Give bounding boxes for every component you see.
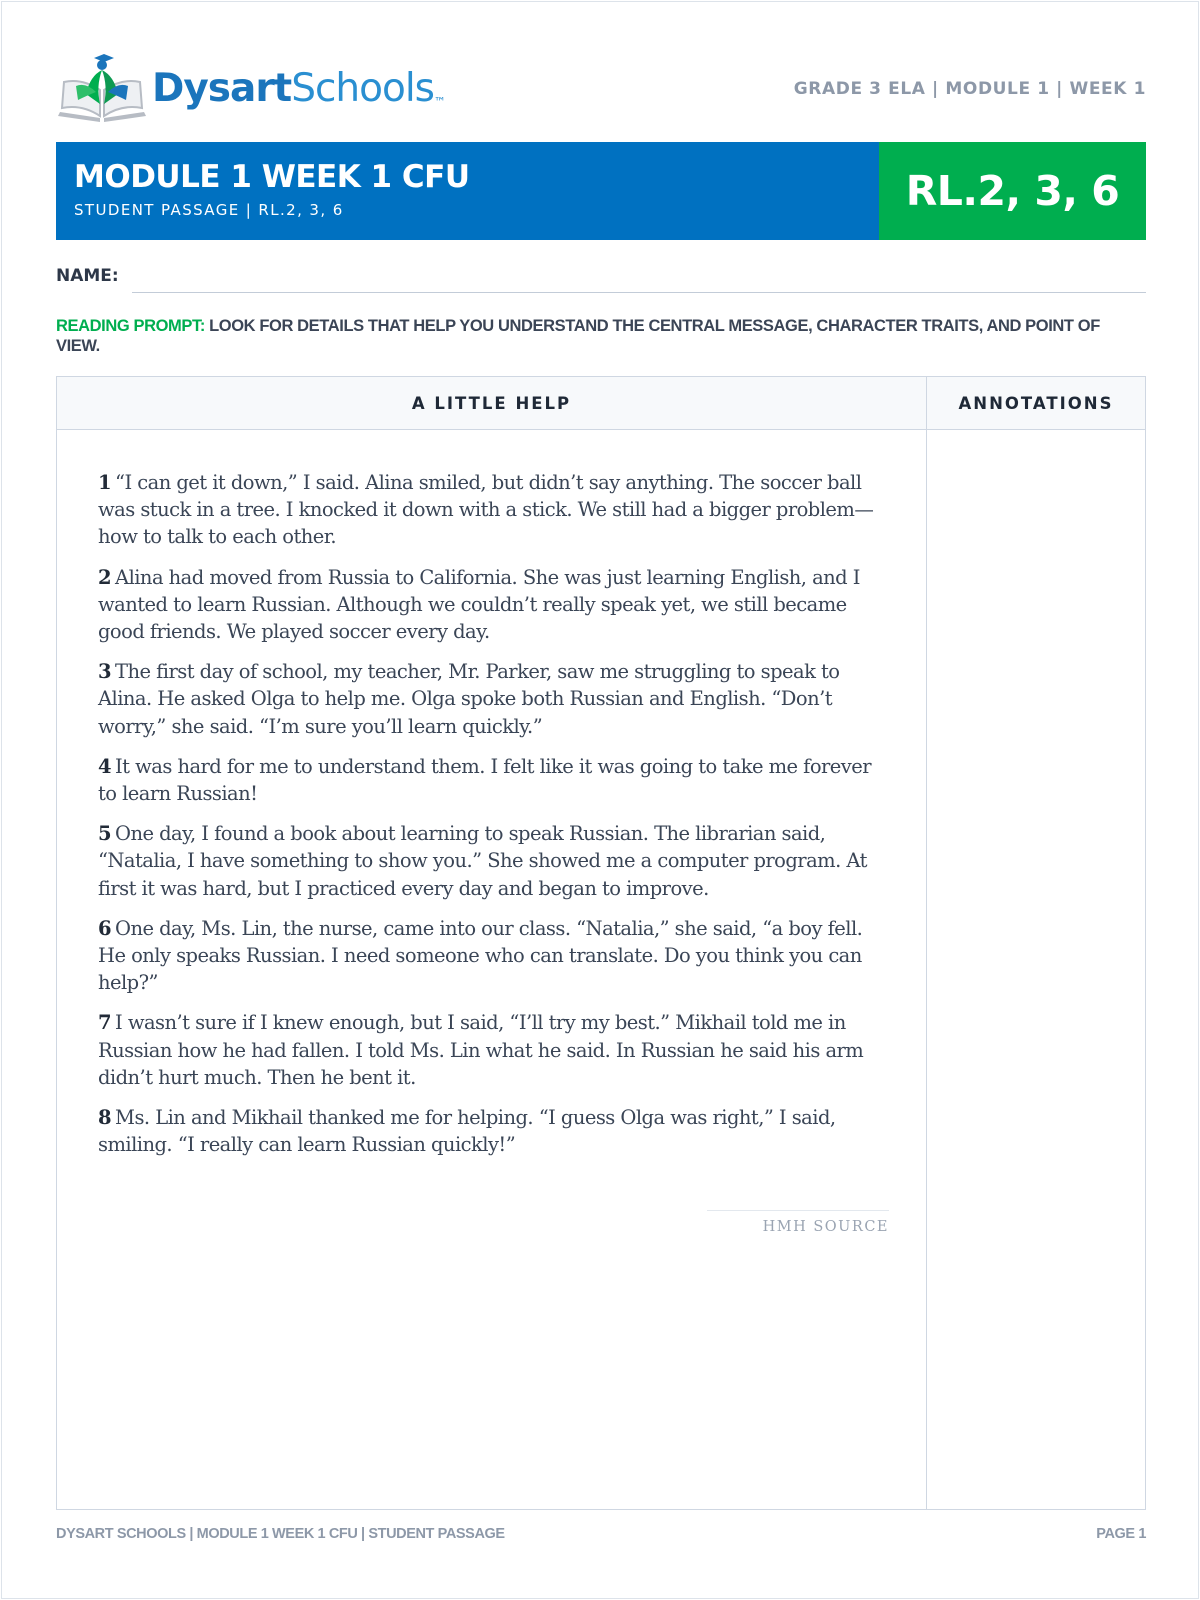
paragraph-number: 8: [98, 1106, 112, 1130]
paragraph: [98, 658, 888, 740]
paragraph-text: One day, Ms. Lin, the nurse, came into our class. “Natalia,” she said, “a boy fell. He only speaks Russian. I need someone who can translate. Do you think you can help?”: [98, 916, 863, 995]
annotations-header: ANNOTATIONS: [958, 394, 1114, 413]
passage-title-header: A LITTLE HELP: [411, 394, 572, 413]
passage-text: [98, 469, 888, 1171]
name-label: NAME:: [56, 266, 119, 286]
paragraph-text: Alina had moved from Russia to California. She was just learning English, and I wanted to learn Russian. Although we couldn’t really speak yet, we still became good friends. We played soccer every day.: [98, 565, 860, 644]
page-number: PAGE 1: [1096, 1526, 1146, 1542]
paragraph-text: One day, I found a book about learning to speak Russian. The librarian said, “Natalia, I have something to show you.” She showed me a computer program. At first it was hard, but I practiced every day and began to improve.: [98, 822, 867, 900]
paragraph-number: 3: [98, 660, 112, 684]
source-credit: HMH SOURCE: [707, 1210, 889, 1235]
paragraph: [98, 753, 888, 807]
standards-block: [879, 142, 1146, 240]
footer-label: DYSART SCHOOLS | MODULE 1 WEEK 1 CFU | STUDENT PASSAGE: [56, 1526, 505, 1542]
name-field[interactable]: [56, 264, 1146, 294]
paragraph: [98, 1009, 888, 1091]
page-header: [56, 52, 1146, 124]
paragraph-number: 6: [98, 916, 112, 940]
paragraph: [98, 1104, 888, 1158]
paragraph-number: 4: [98, 754, 112, 778]
paragraph: [98, 820, 888, 902]
page-title: MODULE 1 WEEK 1 CFU: [74, 159, 470, 195]
paragraph: [98, 469, 888, 551]
paragraph-number: 5: [98, 822, 112, 846]
reading-prompt-label: READING PROMPT:: [56, 317, 205, 335]
standards-label: RL.2, 3, 6: [905, 167, 1120, 215]
paragraph-text: Ms. Lin and Mikhail thanked me for helping. “I guess Olga was right,” I said, smiling. “I really can learn Russian quickly!”: [98, 1106, 836, 1157]
paragraph-text: “I can get it down,” I said. Alina smiled, but didn’t say anything. The soccer ball was stuck in a tree. I knocked it down with a stick. We still had a bigger problem—how to talk to each other.: [98, 471, 874, 549]
paragraph: [98, 915, 888, 997]
paragraph-number: 2: [98, 565, 112, 589]
paragraph: [98, 564, 888, 646]
reading-prompt: [56, 316, 1146, 356]
course-label: GRADE 3 ELA | MODULE 1 | WEEK 1: [793, 79, 1146, 99]
paragraph-text: It was hard for me to understand them. I felt like it was going to take me forever to learn Russian!: [98, 754, 872, 806]
paragraph-number: 7: [98, 1011, 112, 1035]
title-banner: [56, 142, 1146, 240]
dysart-schools-logo: [56, 52, 445, 124]
reading-prompt-text: LOOK FOR DETAILS THAT HELP YOU UNDERSTAND THE CENTRAL MESSAGE, CHARACTER TRAITS, AND POINT OF VIEW.: [56, 317, 1100, 355]
paragraph-text: I wasn’t sure if I knew enough, but I said, “I’ll try my best.” Mikhail told me in Russian how he had fallen. I told Ms. Lin what he said. In Russian he said his arm didn’t hurt much. Then he bent it.: [98, 1011, 864, 1089]
page-subtitle: STUDENT PASSAGE | RL.2, 3, 6: [74, 201, 344, 220]
column-divider: [926, 377, 927, 1509]
paragraph-number: 1: [98, 471, 112, 494]
open-book-logo-icon: [56, 52, 148, 124]
name-input-line[interactable]: [132, 292, 1146, 293]
banner-title-block: [56, 142, 879, 240]
paragraph-text: The first day of school, my teacher, Mr. Parker, saw me struggling to speak to Alina. He asked Olga to help me. Olga spoke both Russian and English. “Don’t worry,” she said. “I’m sure you’ll learn quickly.”: [98, 660, 840, 738]
passage-table: [56, 376, 1146, 1510]
logo-wordmark: DysartSchools™: [152, 65, 445, 111]
